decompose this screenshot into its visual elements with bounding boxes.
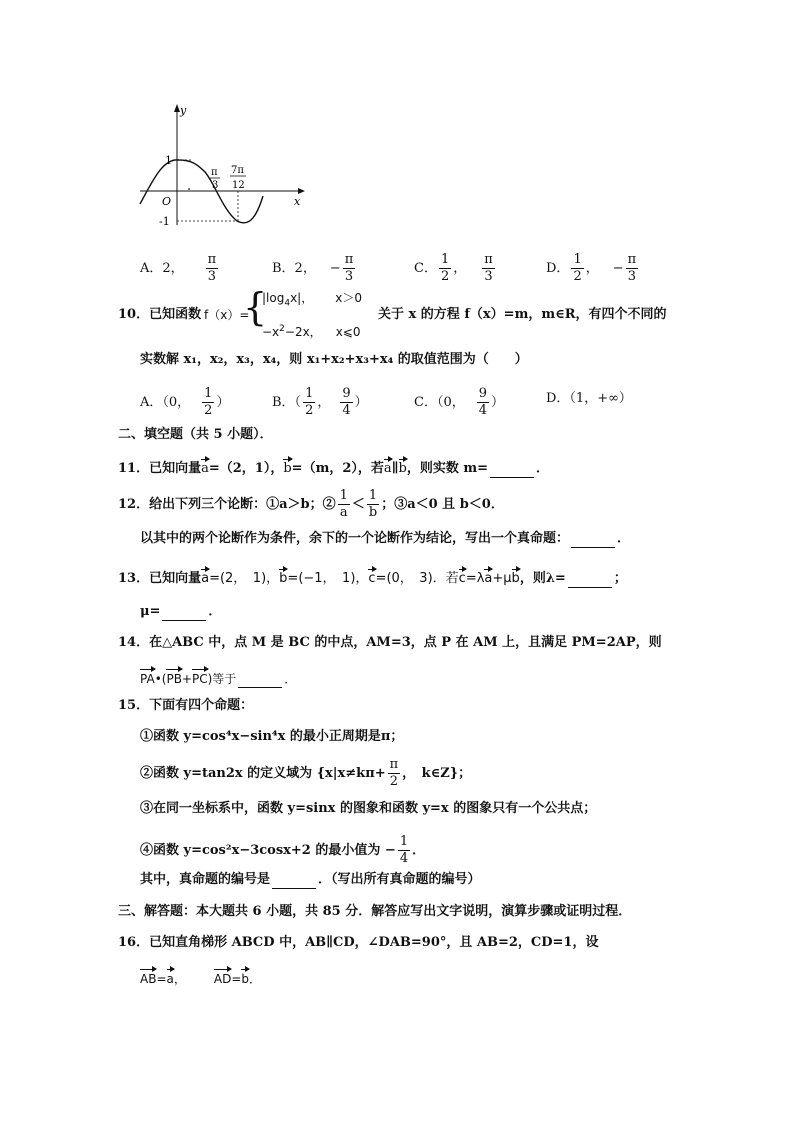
q10-fx: f（x）= <box>204 308 250 322</box>
q13-mu: μ= ． <box>140 604 222 619</box>
q13-mu-blank[interactable] <box>162 607 206 621</box>
q15-item4: ④函数 y=cos²x−3cosx+2 的最小值为 − $\frac{1}{4}$ ． <box>140 834 426 866</box>
q14-blank[interactable] <box>238 674 282 688</box>
q15-item1: ①函数 y=cos⁴x−sin⁴x 的最小正周期是π； <box>140 729 404 744</box>
section3-heading: 三、解答题：本大题共 6 小题，共 85 分．解答应写出文字说明，演算步骤或证明过程． <box>118 904 632 919</box>
q10-tail: 关于 x 的方程 f（x）=m，m∈R，有四个不同的 <box>378 307 667 322</box>
q15-head: 15．下面有四个命题： <box>118 698 254 713</box>
q10-line2: 实数解 x₁，x₂，x₃，x₄，则 x₁+x₂+x₃+x₄ 的取值范围为（ ） <box>140 352 528 367</box>
q9-option-b: B．2， − $\frac{\pi}{3}$ <box>272 252 354 284</box>
q9-c-frac: $\frac{\pi}{3}$ <box>484 252 493 284</box>
q16-line1: 16．已知直角梯形 ABCD 中，AB∥CD，∠DAB=90°，且 AB=2，CD=1，设 <box>118 935 599 950</box>
q9-option-a <box>140 252 220 285</box>
x-label: x <box>294 195 301 208</box>
q12: 12．给出下列三个论断：①a＞b；② $\frac{1}{a}$ ＜ $\frac{1}{b}$ ；③a＜0 且 b＜0． <box>118 488 504 520</box>
q13: 13．已知向量a=(2， 1)，b=(−1， 1)，c=(0， 3)．若c=λa+μb，则λ= ； <box>118 566 627 588</box>
q9-b-frac: $\frac{\pi}{3}$ <box>344 252 354 284</box>
q10-option-a: A．（0， $\frac{1}{2}$ ） <box>140 386 230 418</box>
q11: 11．已知向量a=（2，1），b=（m，2），若a∥b，则实数 m= ． <box>118 456 549 478</box>
q12-blank[interactable] <box>571 534 615 548</box>
q10-brace: { <box>243 285 268 329</box>
q10-case1: $|\log_4x|$， x＞0 <box>262 291 362 309</box>
q10-case2: $-x^2-2x$， x⩽0 <box>262 324 361 339</box>
q14-line2: PA•(PB+PC)等于 ． <box>140 666 296 688</box>
q9-c-label: C． <box>414 261 437 276</box>
pi3-den: 3 <box>212 180 219 191</box>
y-label: y <box>180 104 187 117</box>
q11-blank[interactable] <box>490 464 534 478</box>
q12-line2: 以其中的两个论断作为条件，余下的一个论断作为结论，写出一个真命题： ． <box>140 531 631 546</box>
q16-line2: AB=a， AD=b． <box>140 966 261 988</box>
q15-blank[interactable] <box>272 875 316 889</box>
q10-option-b: B．（ $\frac{1}{2}$ ， $\frac{9}{4}$ ） <box>272 386 368 418</box>
q15-tail: 其中，真命题的编号是 ．（写出所有真命题的编号） <box>140 872 481 887</box>
pi7-den: 12 <box>232 180 245 191</box>
q14-line1: 14．在△ABC 中，点 M 是 BC 的中点，AM=3，点 P 在 AM 上，且满足 PM=2AP，则 <box>118 635 662 650</box>
q10-number: 10．已知函数 <box>118 307 202 322</box>
q9-a-frac: $\frac{\pi}{3}$ <box>207 252 217 284</box>
x-axis-arrow <box>298 188 305 194</box>
q9-d-label: D． <box>546 261 570 276</box>
q9-a-label: A．2， <box>140 261 184 276</box>
q15-item2: ②函数 y=tan2x 的定义域为 {x|x≠kπ+ $\frac{\pi}{2}$ ， k∈Z}； <box>140 757 472 789</box>
tick-dot <box>188 188 190 190</box>
minus-one-label: -1 <box>159 215 170 228</box>
q13-lambda-blank[interactable] <box>568 574 612 588</box>
one-label: 1 <box>165 154 172 167</box>
q9-option-d: D． $\frac{1}{2}$ ， − $\frac{\pi}{3}$ <box>546 252 637 284</box>
q9-d-frac: $\frac{\pi}{3}$ <box>627 252 637 284</box>
origin-label: O <box>162 195 172 208</box>
q10-option-d: D．（1，+∞） <box>546 391 632 406</box>
pi7-num: 7π <box>231 165 244 176</box>
sine-graph <box>135 100 315 230</box>
q9-option-c: C． $\frac{1}{2}$ ， $\frac{\pi}{3}$ <box>414 252 493 284</box>
q9-b-label: B．2， <box>272 261 316 276</box>
section2-heading: 二、填空题（共 5 小题）． <box>118 427 273 442</box>
q15-item3: ③在同一坐标系中，函数 y=sinx 的图象和函数 y=x 的图象只有一个公共点； <box>140 801 597 816</box>
q10-option-c: C．（0， $\frac{9}{4}$ ） <box>414 386 505 418</box>
pi3-num: π <box>211 167 218 178</box>
